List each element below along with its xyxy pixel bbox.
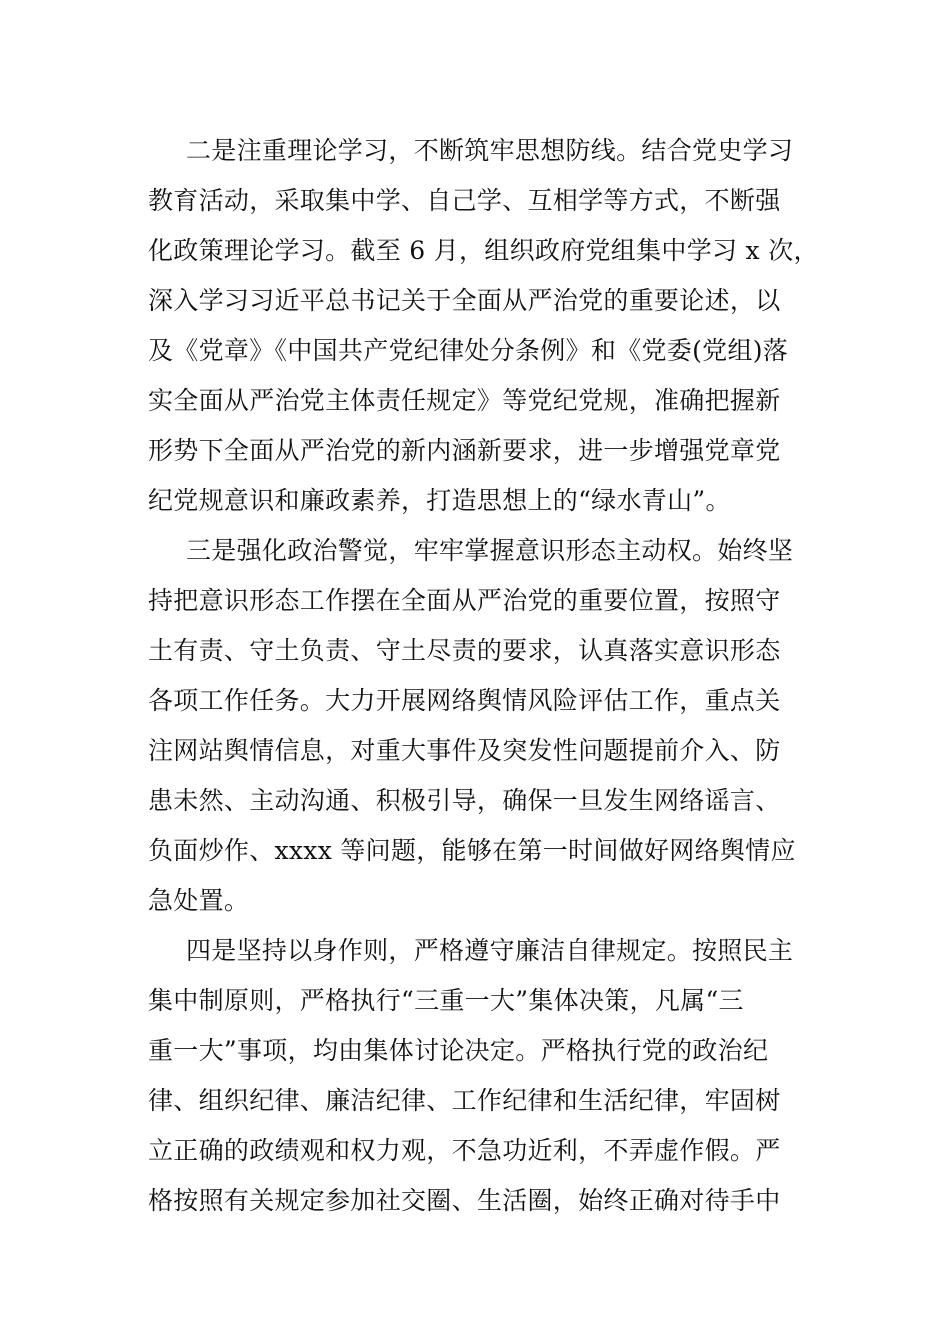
paragraph-4-line-5: 立正确的政绩观和权力观，不急功近利，不弄虚作假。严 — [148, 1136, 781, 1165]
paragraph-3-line-5: 注网站舆情信息，对重大事件及突发性问题提前介入、防 — [148, 736, 781, 765]
paragraph-4-line-2: 集中制原则，严格执行“三重一大”集体决策，凡属“三 — [148, 986, 744, 1015]
paragraph-4-line-6: 格按照有关规定参加社交圈、生活圈，始终正确对待手中 — [148, 1186, 781, 1215]
paragraph-2-line-8: 纪党规意识和廉政素养，打造思想上的“绿水青山”。 — [148, 486, 731, 515]
paragraph-3-line-1: 三是强化政治警觉，牢牢掌握意识形态主动权。始终坚 — [186, 536, 794, 565]
paragraph-2-line-2: 教育活动，采取集中学、自己学、互相学等方式，不断强 — [148, 186, 781, 215]
paragraph-2-line-1: 二是注重理论学习，不断筑牢思想防线。结合党史学习 — [186, 136, 794, 165]
paragraph-3-line-7: 负面炒作、xxxx 等问题，能够在第一时间做好网络舆情应 — [148, 836, 796, 865]
paragraph-2-line-5: 及《党章》《中国共产党纪律处分条例》和《党委(党组)落 — [148, 336, 789, 365]
paragraph-3-line-4: 各项工作任务。大力开展网络舆情风险评估工作，重点关 — [148, 686, 781, 715]
paragraph-4-line-4: 律、组织纪律、廉洁纪律、工作纪律和生活纪律，牢固树 — [148, 1086, 781, 1115]
paragraph-3-line-6: 患未然、主动沟通、积极引导，确保一旦发生网络谣言、 — [148, 786, 781, 815]
paragraph-2-line-4: 深入学习习近平总书记关于全面从严治党的重要论述，以 — [148, 286, 781, 315]
paragraph-2-line-3: 化政策理论学习。截至 6 月，组织政府党组集中学习 x 次， — [148, 236, 819, 265]
paragraph-3-line-2: 持把意识形态工作摆在全面从严治党的重要位置，按照守 — [148, 586, 781, 615]
paragraph-4-line-1: 四是坚持以身作则，严格遵守廉洁自律规定。按照民主 — [186, 936, 794, 965]
paragraph-4-line-3: 重一大”事项，均由集体讨论决定。严格执行党的政治纪 — [148, 1036, 769, 1065]
paragraph-2-line-7: 形势下全面从严治党的新内涵新要求，进一步增强党章党 — [148, 436, 781, 465]
paragraph-3-line-8: 急处置。 — [148, 886, 250, 915]
paragraph-3-line-3: 土有责、守土负责、守土尽责的要求，认真落实意识形态 — [148, 636, 781, 665]
paragraph-2-line-6: 实全面从严治党主体责任规定》等党纪党规，准确把握新 — [148, 386, 781, 415]
